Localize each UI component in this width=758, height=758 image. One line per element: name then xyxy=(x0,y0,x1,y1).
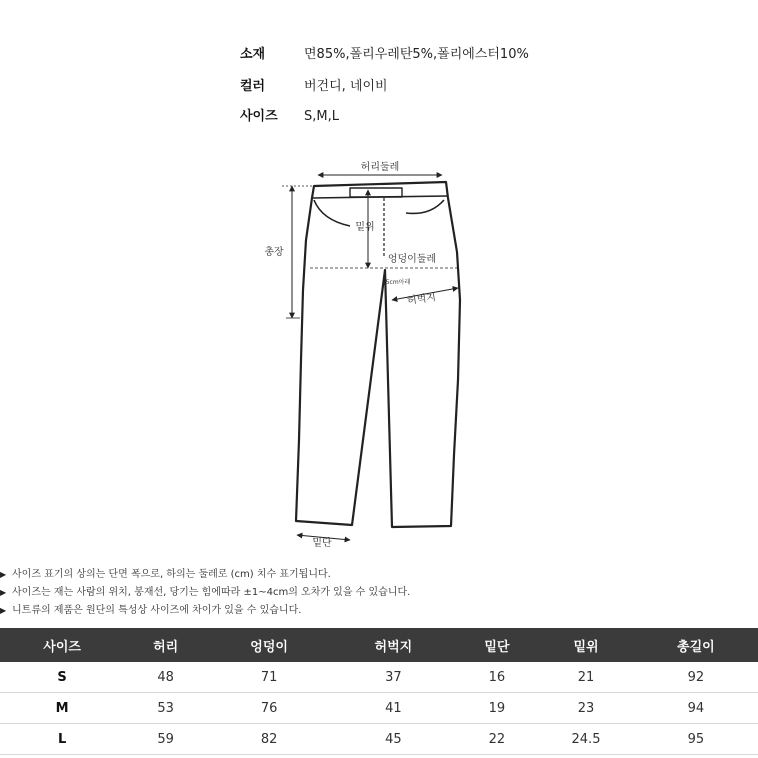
pants-outline xyxy=(296,182,460,527)
table-cell: 19 xyxy=(455,693,538,724)
spec-size-label: 사이즈 xyxy=(240,109,278,124)
table-row xyxy=(0,693,758,724)
spec-size-row xyxy=(240,108,339,126)
note-item: ▶ 니트류의 제품은 원단의 특성상 사이즈에 차이가 있을 수 있습니다. xyxy=(0,602,410,620)
header-waist: 허리 xyxy=(124,628,207,662)
table-cell: 71 xyxy=(207,662,331,693)
header-hip: 엉덩이 xyxy=(207,628,331,662)
table-cell: 21 xyxy=(538,662,633,693)
table-cell: 23 xyxy=(538,693,633,724)
note-item: ▶ 사이즈는 재는 사람의 위치, 봉재선, 당기는 힘에따라 ±1~4cm의 오차가 있을 수 있습니다. xyxy=(0,584,410,602)
table-cell: 59 xyxy=(124,724,207,755)
table-cell: 53 xyxy=(124,693,207,724)
table-cell: 41 xyxy=(331,693,455,724)
table-cell: 45 xyxy=(331,724,455,755)
table-cell: 48 xyxy=(124,662,207,693)
waist-label: 허리둘레 xyxy=(360,162,400,173)
table-cell: 76 xyxy=(207,693,331,724)
header-hem: 밑단 xyxy=(455,628,538,662)
header-rise: 밑위 xyxy=(538,628,633,662)
thigh-label: 허벅지 xyxy=(406,292,437,307)
rise-label: 밑위 xyxy=(355,222,375,233)
table-cell: 37 xyxy=(331,662,455,693)
thigh-small-label: 5cm아래 xyxy=(385,279,411,286)
table-cell: 82 xyxy=(207,724,331,755)
spec-color-row xyxy=(240,78,388,96)
hip-label: 엉덩이둘레 xyxy=(387,254,437,265)
size-notes xyxy=(0,566,410,620)
spec-material-label: 소재 xyxy=(240,47,266,62)
spec-material-value: 면85%,폴리우레탄5%,폴리에스터10% xyxy=(304,47,529,62)
table-cell: 24.5 xyxy=(538,724,633,755)
table-cell: 16 xyxy=(455,662,538,693)
table-cell: 92 xyxy=(634,662,758,693)
table-cell: L xyxy=(0,724,124,755)
pants-measurement-diagram xyxy=(0,150,758,560)
spec-color-label: 컬러 xyxy=(240,79,266,94)
table-cell: 94 xyxy=(634,693,758,724)
length-label: 총장 xyxy=(264,247,284,258)
hem-label: 밑단 xyxy=(312,538,332,549)
triangle-bullet-icon: ▶ xyxy=(0,570,7,579)
table-cell: 22 xyxy=(455,724,538,755)
note-item: ▶ 사이즈 표기의 상의는 단면 폭으로, 하의는 둘레로 (cm) 치수 표기됩니다. xyxy=(0,566,410,584)
header-length: 총길이 xyxy=(634,628,758,662)
triangle-bullet-icon: ▶ xyxy=(0,588,7,597)
table-row xyxy=(0,662,758,693)
size-table xyxy=(0,628,758,755)
triangle-bullet-icon: ▶ xyxy=(0,606,7,615)
table-row xyxy=(0,724,758,755)
spec-color-value: 버건디, 네이비 xyxy=(304,79,388,94)
spec-material-row xyxy=(240,46,529,64)
header-thigh: 허벅지 xyxy=(331,628,455,662)
header-size: 사이즈 xyxy=(0,628,124,662)
table-cell: S xyxy=(0,662,124,693)
table-cell: 95 xyxy=(634,724,758,755)
table-cell: M xyxy=(0,693,124,724)
table-header-row xyxy=(0,628,758,662)
spec-size-value: S,M,L xyxy=(304,109,339,124)
